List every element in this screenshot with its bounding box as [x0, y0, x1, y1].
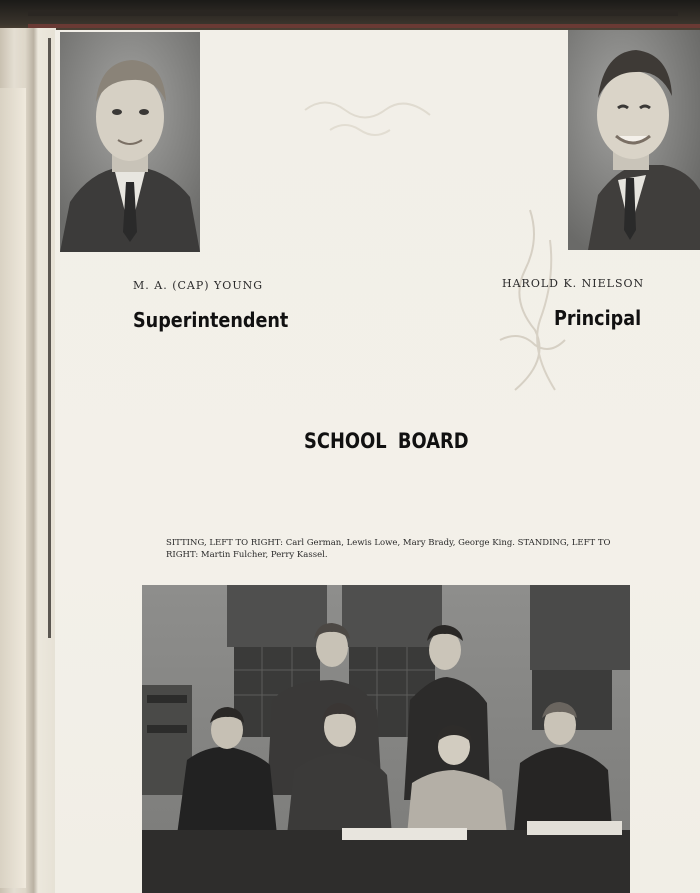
pencil-scribble-top — [300, 85, 440, 145]
left-binding — [0, 28, 56, 893]
binding-top-band — [0, 0, 700, 34]
superintendent-title: Superintendent — [133, 308, 289, 332]
binding-tape — [0, 88, 26, 888]
school-board-photo — [142, 585, 630, 893]
school-board-heading: SCHOOL BOARD — [304, 429, 469, 453]
binding-shelf — [28, 10, 678, 16]
superintendent-portrait — [60, 32, 200, 252]
principal-portrait — [568, 30, 700, 250]
school-board-caption: SITTING, LEFT TO RIGHT: Carl German, Lewis Lowe, Mary Brady, George King. STANDING, LEFT TO RIGHT: Martin Fulcher, Perry Kassel. — [166, 538, 611, 560]
principal-name: HAROLD K. NIELSON — [502, 277, 645, 290]
superintendent-name: M. A. (CAP) YOUNG — [133, 279, 263, 292]
pencil-scribble — [490, 200, 580, 400]
binding-red-edge — [28, 24, 700, 28]
principal-title: Principal — [554, 306, 642, 330]
binding-fold — [48, 38, 51, 638]
